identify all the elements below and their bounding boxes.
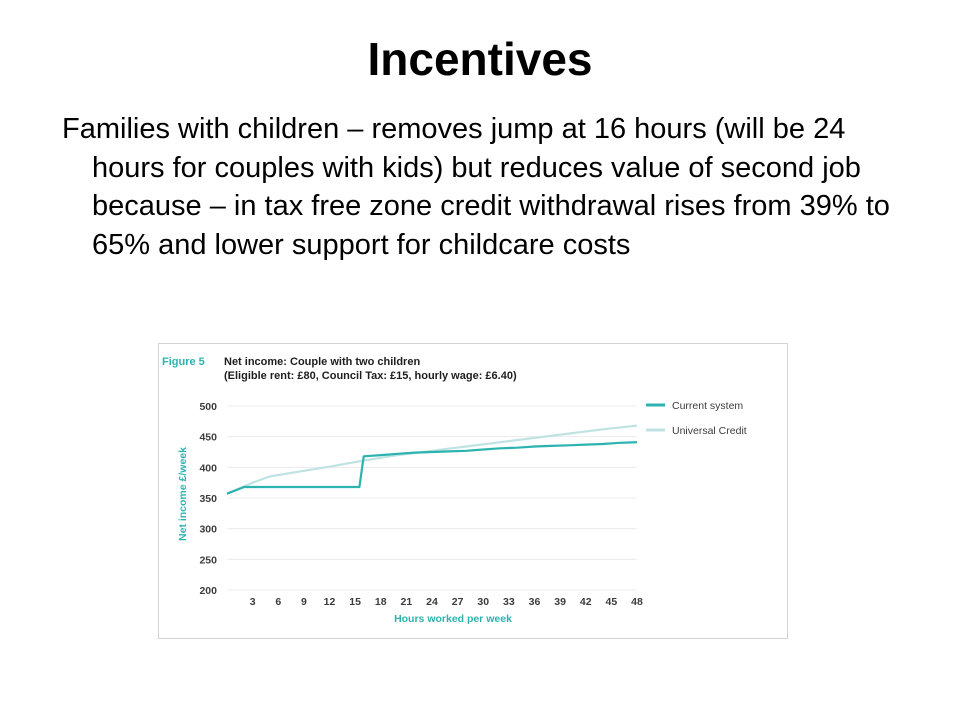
y-tick-label: 250 [199, 554, 217, 567]
series-line-universal-credit [227, 426, 637, 494]
y-tick-label: 450 [199, 431, 217, 444]
x-tick-label: 45 [605, 596, 618, 608]
x-tick-labels [250, 596, 643, 608]
x-tick-label: 48 [631, 596, 643, 608]
x-tick-label: 12 [323, 596, 336, 608]
y-tick-label: 200 [199, 585, 217, 597]
legend-label: Universal Credit [672, 425, 747, 437]
y-tick-label: 400 [199, 462, 217, 475]
x-tick-label: 15 [349, 596, 361, 608]
x-tick-label: 30 [477, 596, 490, 608]
x-tick-label: 18 [374, 596, 387, 608]
slide-title: Incentives [367, 33, 593, 85]
series-lines [227, 426, 637, 494]
x-tick-label: 39 [554, 596, 566, 608]
chart-figure [158, 343, 788, 639]
x-tick-label: 33 [503, 596, 515, 608]
legend [646, 400, 747, 437]
y-tick-label: 350 [199, 493, 217, 505]
x-tick-label: 21 [400, 596, 413, 608]
figure-label: Figure 5 [162, 356, 205, 368]
chart-svg [159, 344, 787, 638]
x-tick-label: 3 [249, 596, 256, 608]
x-tick-label: 9 [300, 596, 307, 608]
x-tick-label: 6 [275, 596, 282, 608]
x-tick-label: 24 [426, 596, 438, 608]
legend-label: Current system [672, 400, 744, 412]
y-tick-label: 300 [199, 523, 217, 536]
x-tick-label: 36 [528, 596, 541, 608]
x-tick-label: 27 [451, 596, 464, 608]
y-axis-label: Net income £/week [177, 447, 189, 541]
x-axis-label: Hours worked per week [394, 613, 512, 625]
y-tick-labels [199, 401, 217, 597]
chart-title: Net income: Couple with two children [224, 356, 421, 368]
chart-subtitle: (Eligible rent: £80, Council Tax: £15, hourly wage: £6.40) [224, 370, 517, 382]
x-tick-label: 42 [579, 596, 592, 608]
y-tick-label: 500 [199, 401, 217, 413]
slide-body-text: Families with children – removes jump at 16 hours (will be 24 hours for couples with kids) but reduces value of second job because – in tax free zone credit withdrawal rises from 39% to 65% and lower support for childcare costs [62, 113, 890, 261]
